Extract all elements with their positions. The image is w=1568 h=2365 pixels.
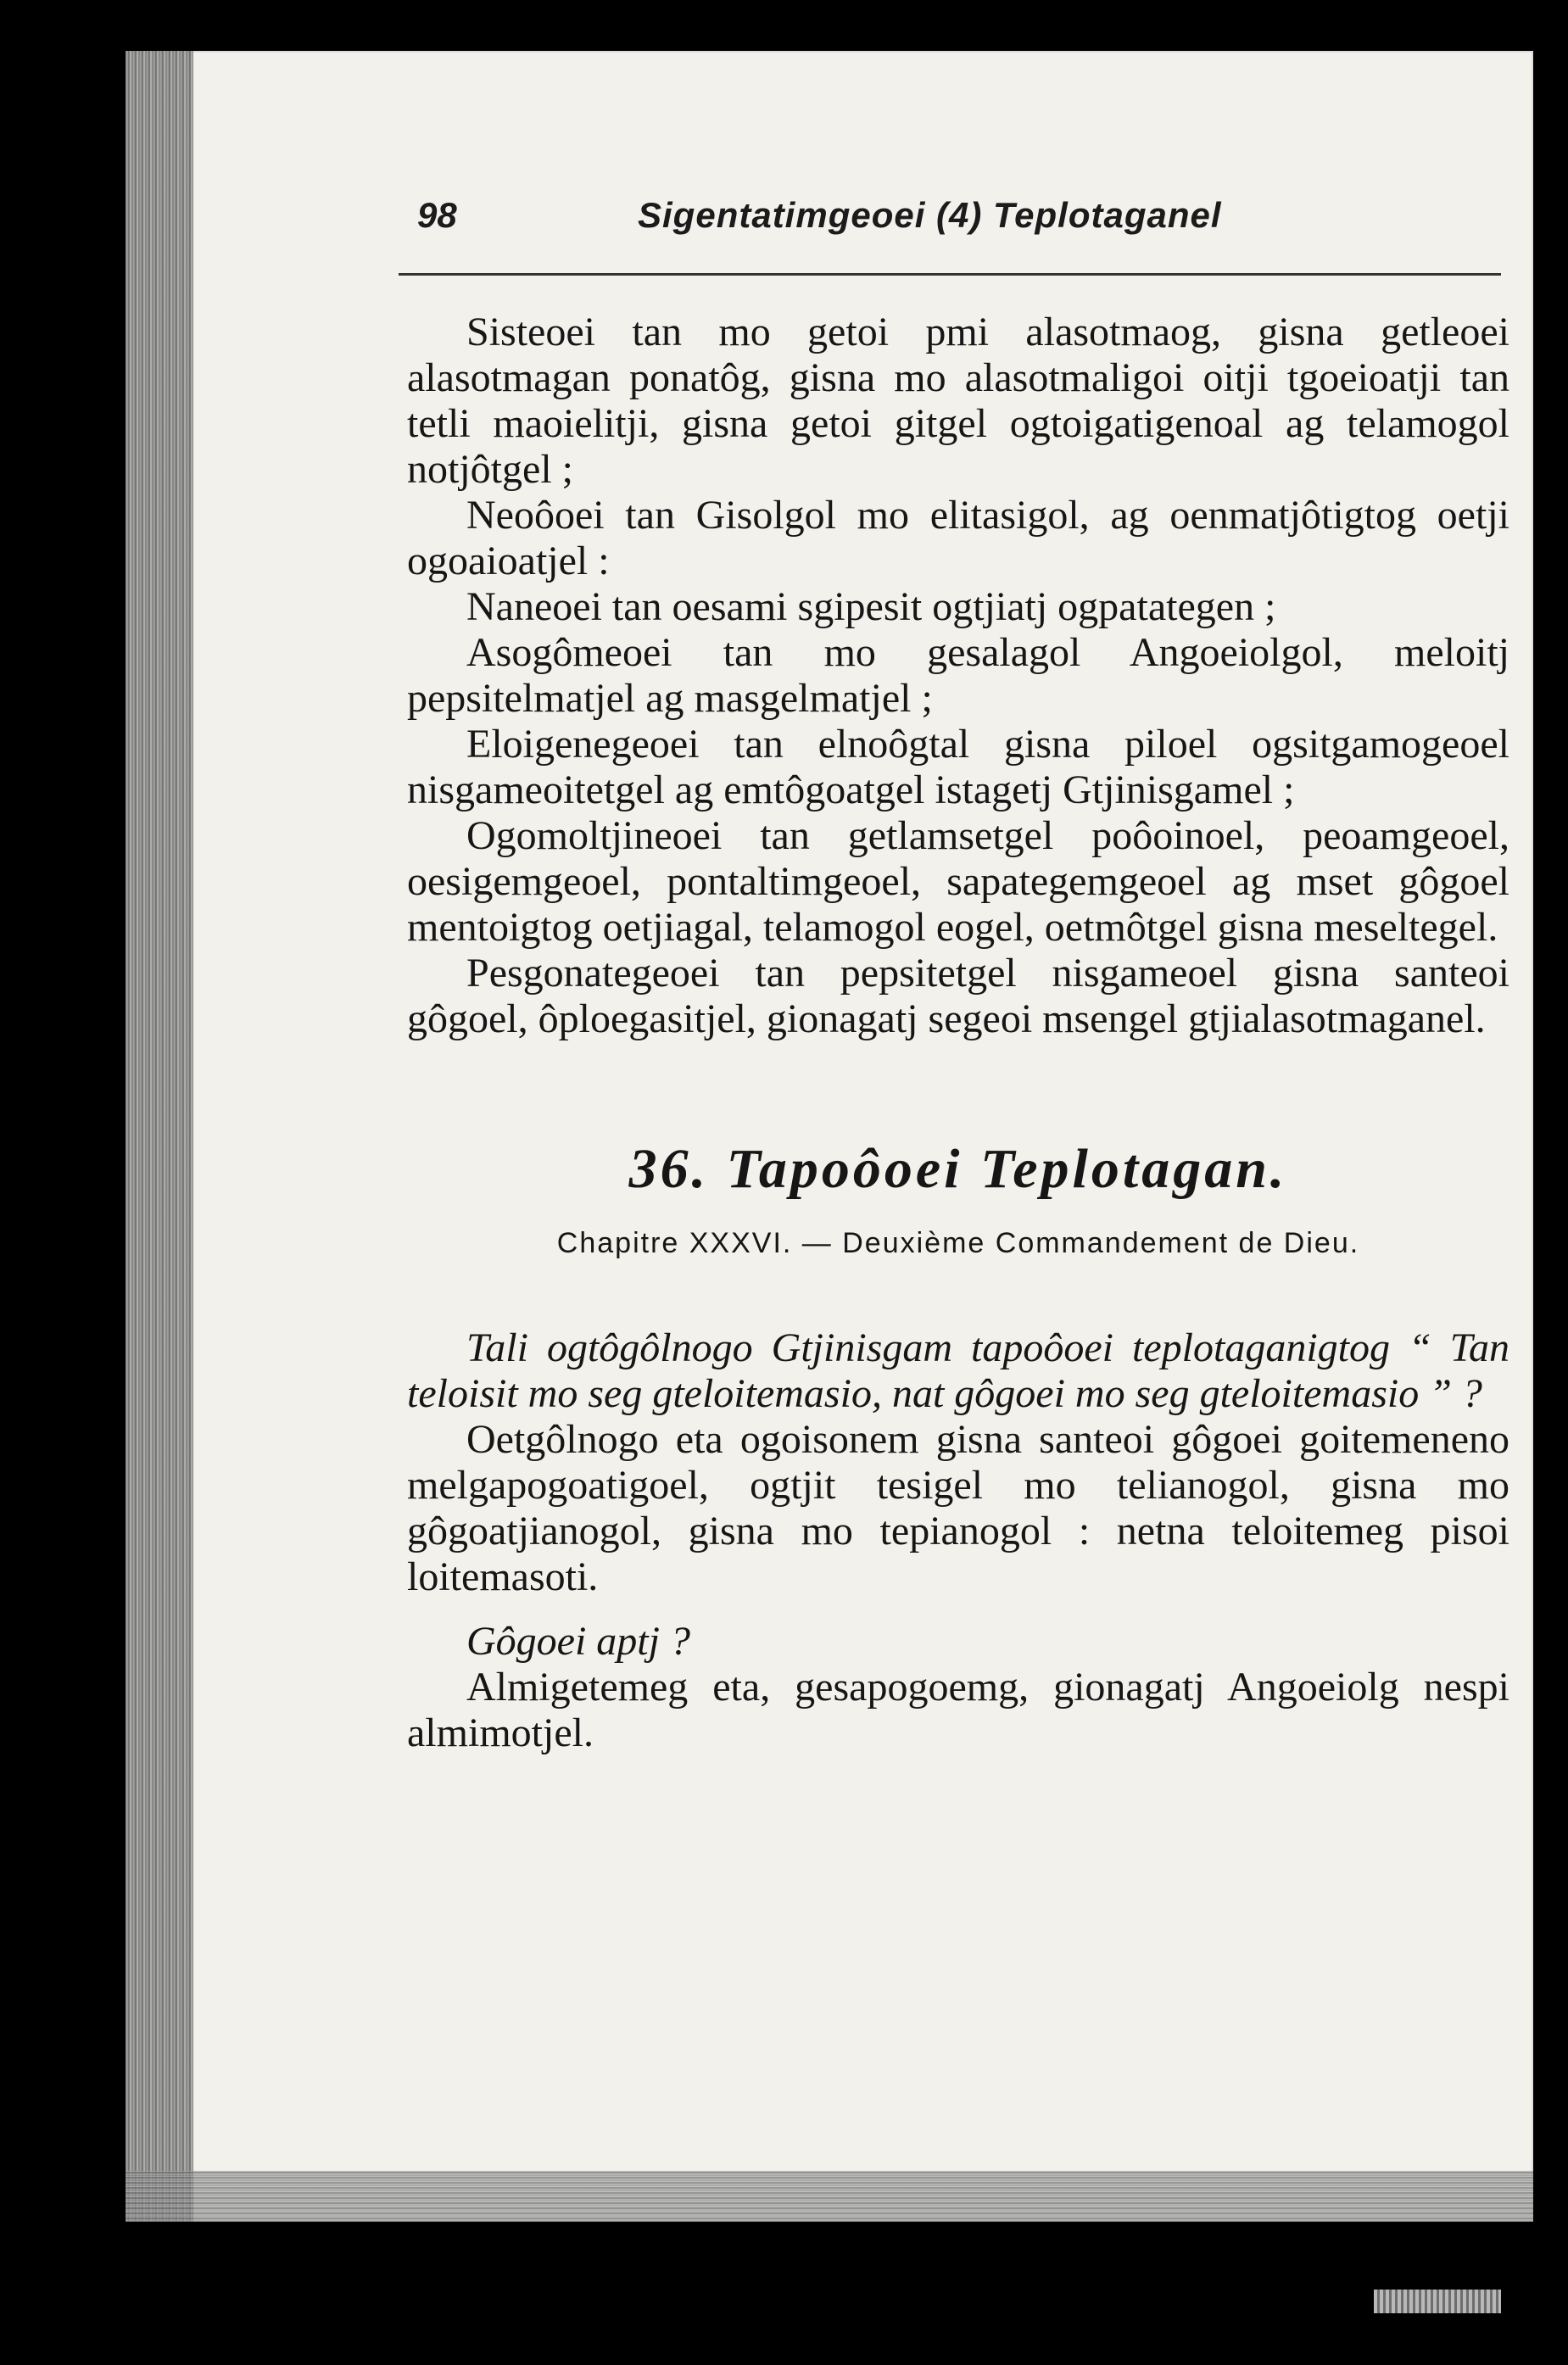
paragraph: Eloigenegeoei tan elnoôgtal gisna piloel ogsitgamogeoel nisgameoitetgel ag emtôgoatgel istagetj Gtjinisgamel ; xyxy=(407,722,1509,812)
answer: Almigetemeg eta, gesapogoemg, gionagatj Angoeiolg nespi almimotjel. xyxy=(407,1665,1509,1755)
page-number: 98 xyxy=(417,195,457,235)
paragraph: Asogômeoei tan mo gesalagol Angoeiolgol, meloitj pepsitelmatjel ag masgelmatjel ; xyxy=(407,630,1509,721)
paragraph: Neoôoei tan Gisolgol mo elitasigol, ag oenmatjôtigtog oetji ogoaioatjel : xyxy=(407,493,1509,583)
paragraph: Ogomoltjineoei tan getlamsetgel poôoinoel, peoamgeoel, oesigemgeoel, pontaltimgeoel, sapategemgeoel ag mset gôgoel mentoigtog oetjiagal, telamogol eogel, oetmôtgel gisna meseltegel. xyxy=(407,813,1509,950)
running-title: Sigentatimgeoei (4) Teplotaganel xyxy=(638,195,1222,235)
paragraph: Naneoei tan oesami sgipesit ogtjiatj ogpatategen ; xyxy=(466,584,1276,629)
running-header xyxy=(417,195,1342,246)
question: Gôgoei aptj ? xyxy=(466,1619,690,1664)
page-edges xyxy=(126,51,193,2222)
question: Tali ogtôgôlnogo Gtjinisgam tapoôoei teplotaganigtog “ Tan teloisit mo seg gteloitemasio, nat gôgoei mo seg gteloitemasio ” ? xyxy=(407,1325,1509,1416)
page-body xyxy=(407,310,1509,1756)
paragraph: Pesgonategeoei tan pepsitetgel nisgameoel gisna santeoi gôgoel, ôploegasitjel, gionagatj segeoi msengel gtjialasotmaganel. xyxy=(407,951,1509,1041)
answer: Oetgôlnogo eta ogoisonem gisna santeoi gôgoei goitemeneno melgapogoatigoel, ogtjit tesigel mo telianogol, gisna mo gôgoatjianogol, gisna mo tepianogol : netna teloitemeg pisoi loitemasoti. xyxy=(407,1417,1509,1599)
scan-mark xyxy=(1374,2290,1501,2313)
page-edges-bottom xyxy=(126,2171,1533,2222)
header-rule xyxy=(399,273,1501,276)
paragraph: Sisteoei tan mo getoi pmi alasotmaog, gisna getleoei alasotmagan ponatôg, gisna mo alasotmaligoi oitji tgoeioatji tan tetli maoielitji, gisna getoi gitgel ogtoigatigenoal ag telamogol notjôtgel ; xyxy=(407,310,1509,492)
chapter-heading: 36. Tapoôoei Teplotagan. xyxy=(628,1138,1288,1200)
chapter-subtitle: Chapitre XXXVI. — Deuxième Commandement de Dieu. xyxy=(556,1227,1360,1259)
